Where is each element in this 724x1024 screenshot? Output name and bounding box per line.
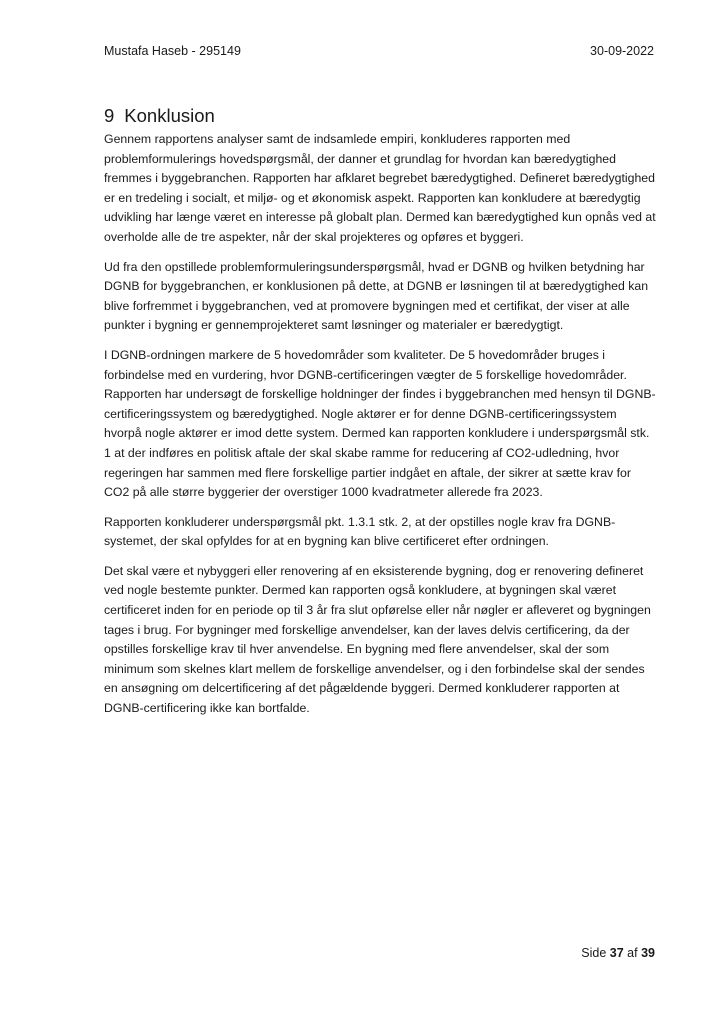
current-page-number: 37 <box>609 946 624 960</box>
paragraph-4: Rapporten konkluderer underspørgsmål pkt. 1.3.1 stk. 2, at der opstilles nogle krav fra DGNB-systemet, der skal opfyldes for at en bygning kan blive certificeret efter ordningen. <box>104 514 616 549</box>
paragraph-3: I DGNB-ordningen markere de 5 hovedområder som kvaliteter. De 5 hovedområder bruges i forbindelse med en vurdering, hvor DGNB-certificeringen vægter de 5 forskellige hovedområder. Rapporten har undersøgt de forskellige holdninger der findes i byggebranchen med hensyn til DGNB-certificeringssystem og bæredygtighed. Nogle aktører er for denne DGNB-certificeringssystem hvorpå nogle aktører er imod dette system. Dermed kan rapporten konkludere i underspørgsmål stk. 1 at der indføres en politisk aftale der skal skabe ramme for reducering af CO2-udledning, hvor regeringen har sammen med flere forskellige partier indgået en aftale, der sikrer at sætte krav for CO2 på alle større byggerier der overstiger 1000 kvadratmeter allerede fra 2023. <box>104 347 656 500</box>
section-heading <box>104 104 656 128</box>
page-separator: af <box>627 946 638 960</box>
section-title: Konklusion <box>124 105 215 126</box>
page-footer <box>581 946 655 960</box>
page-label: Side <box>581 946 607 960</box>
page-content <box>104 104 656 729</box>
page-header <box>104 44 654 64</box>
total-pages-number: 39 <box>641 946 655 960</box>
paragraph-2: Ud fra den opstillede problemformuleringsunderspørgsmål, hvad er DGNB og hvilken betydning har DGNB for byggebranchen, er konklusionen på dette, at DGNB er løsningen til at bæredygtighed kan blive forfremmet i byggebranchen, ved at promovere bygningen med et certifikat, der viser at alle punkter i bygning er gennemprojekteret samt løsninger og materialer er bæredygtigt. <box>104 259 649 333</box>
header-author: Mustafa Haseb - 295149 <box>104 44 241 58</box>
paragraph-1: Gennem rapportens analyser samt de indsamlede empiri, konkluderes rapporten med problemformulerings hovedspørgsmål, der danner et grundlag for hvordan kan bæredygtighed fremmes i byggebranchen. Rapporten har afklaret begrebet bæredygtighed. Defineret bæredygtighed er en tredeling i socialt, et miljø- og et økonomisk aspekt. Rapporten kan konkludere at bæredygtig udvikling har længe været en interesse på globalt plan. Dermed kan bæredygtighed kun opnås ved at overholde alle de tre aspekter, når der skal projekteres og opføres et byggeri. <box>104 132 656 244</box>
section-number: 9 <box>104 105 115 126</box>
header-date: 30-09-2022 <box>590 44 654 58</box>
paragraph-5: Det skal være et nybyggeri eller renovering af en eksisterende bygning, dog er renovering defineret ved nogle bestemte punkter. Dermed kan rapporten også konkludere, at bygningen skal været certificeret inden for en periode op til 3 år fra slut opførelse eller når nøgler er afleveret og bygningen tages i brug. For bygninger med forskellige anvendelser, kan der laves delvis certificering, da der opstilles forskellige krav til hver anvendelse. En bygning med flere anvendelser, skal der som minimum som skelnes klart mellem de forskellige anvendelser, og i den forbindelse skal der sendes en ansøgning om delcertificering af det pågældende byggeri. Dermed konkluderer rapporten at DGNB-certificering ikke kan bortfalde. <box>104 563 651 716</box>
